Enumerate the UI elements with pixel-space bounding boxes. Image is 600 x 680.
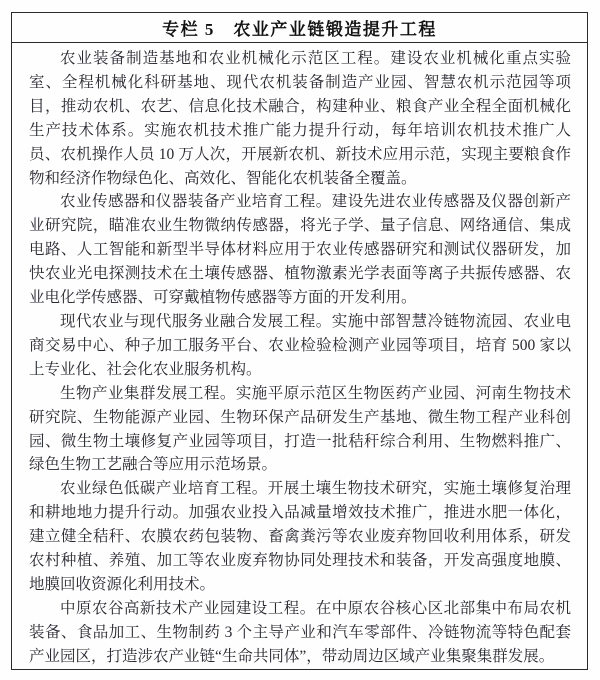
box-title-text: 专栏 5 农业产业链锻造提升工程 xyxy=(162,20,437,39)
paragraph: 现代农业与现代服务业融合发展工程。实施中部智慧冷链物流园、农业电商交易中心、种子加工服务平台、农业检验检测产业园等项目，培育 500 家以上专业化、社会化农业服务机构。 xyxy=(29,312,571,378)
paragraph: 生物产业集群发展工程。实施平原示范区生物医药产业园、河南生物技术研究院、生物能源产业园、生物环保产品研发生产基地、微生物工程产业科创园、微生物土壤修复产业园等项目，打造一批秸秆综合利用、生物燃料推广、绿色生物工艺融合等应用示范场景。 xyxy=(29,384,571,474)
box-title xyxy=(12,13,587,43)
policy-column-box xyxy=(11,12,588,670)
paragraph: 农业装备制造基地和农业机械化示范区工程。建设农业机械化重点实验室、全程机械化科研基地、现代农机装备制造产业园、智慧农机示范园等项目，推动农机、农艺、信息化技术融合，构建种业、粮食产业全程全面机械化生产技术体系。实施农机技术推广能力提升行动，每年培训农机技术推广人员、农机操作人员 10 万人次，开展新农机、新技术应用示范，实现主要粮食作物和经济作物绿色化、高效化、智能化农机装备全覆盖。 xyxy=(29,50,571,187)
paragraph: 农业绿色低碳产业培育工程。开展土壤生物技术研究，实施土壤修复治理和耕地地力提升行动。加强农业投入品减量增效技术推广，推进水肥一体化，建立健全秸秆、农膜农药包装物、畜禽粪污等农业废弃物回收利用体系，研发农村种植、养殖、加工等农业废弃物协同处理技术和装备，开发高强度地膜、地膜回收资源化利用技术。 xyxy=(29,480,571,593)
box-body xyxy=(12,43,587,669)
paragraph: 中原农谷高新技术产业园建设工程。在中原农谷核心区北部集中布局农机装备、食品加工、生物制药 3 个主导产业和汽车零部件、冷链物流等特色配套产业园区，打造涉农产业链“生命共同体”，带动周边区域产业集聚集群发展。 xyxy=(29,599,571,665)
paragraph: 农业传感器和仪器装备产业培育工程。建设先进农业传感器及仪器创新产业研究院，瞄准农业生物微纳传感器，将光子学、量子信息、网络通信、集成电路、人工智能和新型半导体材料应用于农业传感器研究和测试仪器研发，加快农业光电探测技术在土壤传感器、植物激素光学表面等离子共振传感器、农业电化学传感器、可穿戴植物传感器等方面的开发利用。 xyxy=(29,193,571,307)
